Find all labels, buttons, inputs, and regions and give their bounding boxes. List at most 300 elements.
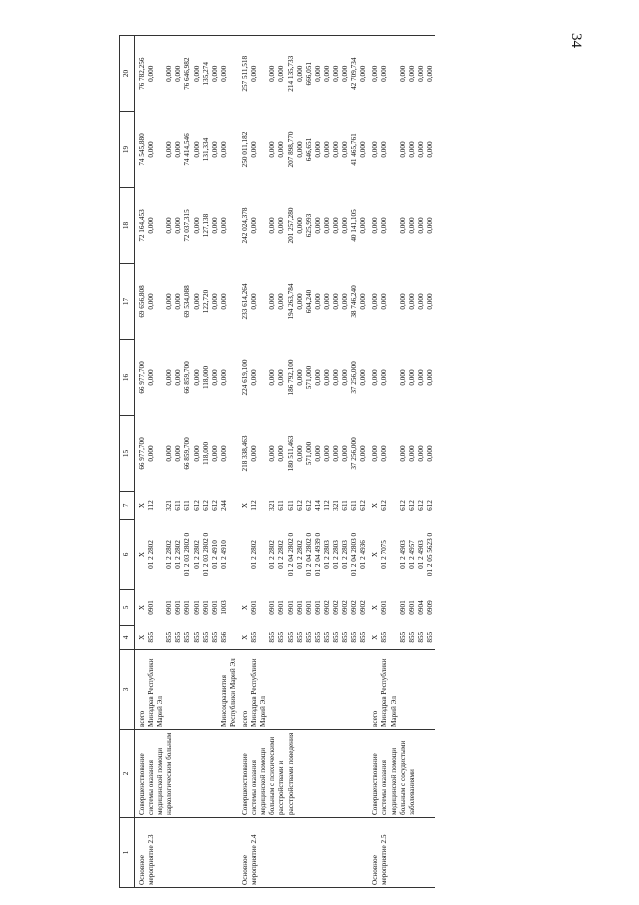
- amount-cell: 0,000: [174, 36, 183, 112]
- target-code-cell: 01 2 4903: [398, 540, 407, 569]
- amount-cell: 0,000: [313, 293, 322, 310]
- amount-cell: 0,000: [192, 293, 201, 310]
- amount-cell: 0,000: [371, 445, 380, 462]
- amount-cell: 0,000: [250, 369, 259, 386]
- amount-cell: 0,000: [250, 36, 268, 112]
- amount-cell: 0,000: [165, 369, 174, 386]
- amount-cell: 0,000: [295, 217, 304, 234]
- amount-cell: 0,000: [359, 217, 368, 234]
- amount-cell: 0,000: [219, 217, 228, 234]
- executor-cell: [350, 650, 359, 730]
- expense-type-cell: 612: [359, 500, 368, 511]
- header-cell: 15: [120, 416, 135, 492]
- expense-type-cell: 612: [380, 500, 389, 511]
- amount-cell: 0,000: [295, 369, 304, 386]
- grbs-code-cell: 855: [183, 626, 192, 650]
- expense-type-cell: 611: [350, 500, 359, 511]
- target-code-cell: 01 2 03 2802 0: [201, 532, 210, 577]
- grbs-code-cell: 855: [380, 626, 398, 650]
- amount-cell: 0,000: [295, 141, 304, 158]
- amount-cell: 0,000: [380, 217, 389, 234]
- amount-cell: 0,000: [268, 445, 277, 462]
- target-code-cell: 01 2 4910: [210, 540, 219, 569]
- amount-cell: 0,000: [165, 445, 174, 462]
- amount-cell: 0,000: [331, 445, 340, 462]
- amount-cell: 0,000: [416, 369, 425, 386]
- amount-cell: 0,000: [147, 293, 156, 310]
- executor-cell: [165, 650, 174, 730]
- amount-cell: 666,051: [305, 36, 314, 112]
- amount-cell: 0,000: [210, 141, 219, 158]
- executor-cell: [305, 650, 314, 730]
- amount-cell: 0,000: [174, 141, 183, 158]
- amount-cell: 0,000: [219, 369, 228, 386]
- section-code-cell: 0901: [407, 600, 416, 615]
- amount-cell: 72 037,315: [183, 209, 192, 242]
- amount-cell: 0,000: [268, 369, 277, 386]
- target-code-cell: 01 2 2803: [331, 540, 340, 569]
- amount-cell: 0,000: [371, 369, 380, 386]
- expense-type-cell: 112: [322, 500, 331, 511]
- expense-type-cell: 612: [210, 500, 219, 511]
- amount-cell: 0,000: [371, 217, 380, 234]
- header-cell: 7: [120, 492, 135, 520]
- amount-cell: 0,000: [250, 293, 259, 310]
- executor-cell: [359, 650, 368, 730]
- executor-cell: [174, 650, 183, 730]
- section-code-cell: 0901: [174, 600, 183, 615]
- amount-cell: 37 256,000: [350, 361, 359, 394]
- amount-cell: 0,000: [211, 36, 220, 112]
- amount-cell: 0,000: [408, 36, 417, 112]
- section-code-cell: 0901: [192, 600, 201, 615]
- amount-cell: 76 646,982: [183, 36, 192, 112]
- expense-type-cell: 612: [425, 500, 434, 511]
- amount-cell: 0,000: [398, 217, 407, 234]
- target-code-cell: 01 2 4910: [219, 540, 228, 569]
- activity-description-cell: Совершенствование системы оказания медицинской помощи наркологическим больным: [135, 730, 239, 818]
- executor-cell: Минздрав Республики Марий Эл: [250, 650, 268, 730]
- section-code-cell: 0902: [331, 600, 340, 615]
- expense-type-cell: 612: [398, 500, 407, 511]
- amount-cell: 0,000: [407, 293, 416, 310]
- amount-cell: 194 263,784: [286, 283, 295, 320]
- executor-cell: [296, 650, 305, 730]
- header-cell: 1: [120, 818, 135, 888]
- amount-cell: 40 141,105: [350, 209, 359, 242]
- target-code-cell: 01 2 2802: [277, 540, 286, 569]
- amount-cell: 42 709,734: [350, 36, 359, 112]
- amount-cell: 41 465,761: [350, 133, 359, 166]
- amount-cell: 66 977,700: [138, 361, 146, 394]
- amount-cell: 135,274: [202, 36, 211, 112]
- amount-cell: 0,000: [220, 36, 238, 112]
- section-code-cell: 0902: [322, 600, 331, 615]
- executor-cell: [314, 650, 323, 730]
- amount-cell: 0,000: [210, 369, 219, 386]
- expense-type-cell: 612: [295, 500, 304, 511]
- amount-cell: 0,000: [295, 293, 304, 310]
- executor-cell: Минсоцразвития Республики Марий Эл: [220, 650, 238, 730]
- amount-cell: 0,000: [219, 445, 228, 462]
- section-code-cell: 0909: [425, 600, 434, 615]
- target-code-cell: 01 2 4903: [416, 540, 425, 569]
- section-code-cell: 0901: [313, 600, 322, 615]
- grbs-code-cell: 855: [250, 626, 268, 650]
- amount-cell: 0,000: [425, 293, 434, 310]
- section-code-cell: 0901: [210, 600, 219, 615]
- grbs-code-cell: Х: [238, 626, 250, 650]
- amount-cell: 625,993: [304, 213, 313, 238]
- amount-cell: 0,000: [416, 445, 425, 462]
- header-cell: 4: [120, 626, 135, 650]
- amount-cell: 118,000: [201, 441, 210, 466]
- amount-cell: 0,000: [313, 369, 322, 386]
- amount-cell: 0,000: [407, 217, 416, 234]
- amount-cell: 0,000: [313, 141, 322, 158]
- activity-description-cell: Совершенствование системы оказания медицинской помощи больным с психическими расстройствами и расстройствами поведения: [238, 730, 368, 818]
- section-code-cell: 0901: [147, 600, 156, 615]
- header-cell: 19: [120, 112, 135, 188]
- amount-cell: 0,000: [407, 369, 416, 386]
- amount-cell: 207 898,770: [286, 131, 295, 168]
- amount-cell: 0,000: [322, 217, 331, 234]
- section-code-cell: 0901: [398, 600, 407, 615]
- amount-cell: 0,000: [277, 217, 286, 234]
- amount-cell: 224 619,100: [241, 359, 250, 396]
- target-code-cell: Х: [371, 551, 380, 558]
- grbs-code-cell: 855: [277, 626, 286, 650]
- target-code-cell: 01 2 2802: [268, 540, 277, 569]
- expense-type-cell: Х: [371, 502, 380, 509]
- amount-cell: 571,000: [304, 441, 313, 466]
- amount-cell: 0,000: [322, 445, 331, 462]
- amount-cell: 0,000: [296, 36, 305, 112]
- amount-cell: 0,000: [323, 36, 332, 112]
- amount-cell: 0,000: [322, 293, 331, 310]
- executor-cell: всего: [135, 650, 148, 730]
- target-code-cell: 01 2 2803: [322, 540, 331, 569]
- amount-cell: 0,000: [341, 293, 350, 310]
- amount-cell: 0,000: [192, 445, 201, 462]
- activity-name-cell: Основное мероприятие 2.5: [368, 818, 435, 888]
- page-number: 34: [568, 33, 584, 48]
- target-code-cell: 01 2 04 4939 0: [313, 532, 322, 577]
- amount-cell: 0,000: [359, 141, 368, 158]
- amount-cell: 76 782,256: [135, 36, 148, 112]
- amount-cell: 0,000: [277, 36, 286, 112]
- grbs-code-cell: 855: [305, 626, 314, 650]
- target-code-cell: 01 2 04 2802 0: [286, 532, 295, 577]
- table-header-row: [120, 36, 135, 888]
- amount-cell: 131,334: [201, 137, 210, 162]
- amount-cell: 0,000: [147, 217, 156, 234]
- amount-cell: 0,000: [147, 36, 165, 112]
- amount-cell: 0,000: [398, 445, 407, 462]
- amount-cell: 0,000: [277, 369, 286, 386]
- target-code-cell: 01 2 4957: [407, 540, 416, 569]
- amount-cell: 0,000: [313, 445, 322, 462]
- executor-cell: [408, 650, 417, 730]
- grbs-code-cell: 855: [296, 626, 305, 650]
- amount-cell: 0,000: [398, 369, 407, 386]
- amount-cell: 0,000: [268, 36, 277, 112]
- grbs-code-cell: 855: [350, 626, 359, 650]
- amount-cell: 0,000: [331, 217, 340, 234]
- amount-cell: 0,000: [371, 141, 380, 158]
- amount-cell: 0,000: [192, 217, 201, 234]
- amount-cell: 0,000: [250, 445, 259, 462]
- section-code-cell: Х: [371, 604, 380, 611]
- activity-name-cell: Основное мероприятие 2.3: [135, 818, 239, 888]
- expense-type-cell: 611: [183, 500, 192, 511]
- header-cell: 2: [120, 730, 135, 818]
- header-cell: 20: [120, 36, 135, 112]
- grbs-code-cell: 855: [417, 626, 426, 650]
- target-code-cell: 01 2 4936: [359, 540, 368, 569]
- amount-cell: 66 977,700: [138, 437, 146, 470]
- target-code-cell: 01 2 7075: [380, 540, 389, 569]
- amount-cell: 74 414,546: [183, 133, 192, 166]
- section-code-cell: 0902: [341, 600, 350, 615]
- amount-cell: 0,000: [368, 36, 380, 112]
- amount-cell: 0,000: [147, 369, 156, 386]
- amount-cell: 0,000: [407, 141, 416, 158]
- executor-cell: Минздрав Республики Марий Эл: [147, 650, 165, 730]
- amount-cell: 69 656,808: [138, 285, 146, 318]
- grbs-code-cell: 855: [193, 626, 202, 650]
- amount-cell: 0,000: [407, 445, 416, 462]
- amount-cell: 0,000: [268, 141, 277, 158]
- amount-cell: 118,000: [201, 365, 210, 390]
- amount-cell: 37 256,000: [350, 437, 359, 470]
- expense-type-cell: 611: [286, 500, 295, 511]
- amount-cell: 0,000: [165, 141, 174, 158]
- amount-cell: 0,000: [380, 369, 389, 386]
- amount-cell: 0,000: [250, 217, 259, 234]
- amount-cell: 218 338,463: [241, 435, 250, 472]
- table-row: [238, 36, 250, 888]
- amount-cell: 0,000: [193, 36, 202, 112]
- expense-type-cell: 321: [268, 500, 277, 511]
- amount-cell: 0,000: [425, 369, 434, 386]
- executor-cell: [277, 650, 286, 730]
- grbs-code-cell: 855: [211, 626, 220, 650]
- grbs-code-cell: 855: [399, 626, 408, 650]
- amount-cell: 0,000: [268, 293, 277, 310]
- grbs-code-cell: 855: [323, 626, 332, 650]
- section-code-cell: Х: [138, 604, 146, 611]
- header-cell: 3: [120, 650, 135, 730]
- amount-cell: 0,000: [314, 36, 323, 112]
- amount-cell: 0,000: [192, 141, 201, 158]
- budget-table: [119, 35, 435, 888]
- section-code-cell: 0901: [183, 600, 192, 615]
- amount-cell: 646,651: [304, 137, 313, 162]
- grbs-code-cell: 855: [341, 626, 350, 650]
- expense-type-cell: 321: [165, 500, 174, 511]
- amount-cell: 0,000: [277, 293, 286, 310]
- grbs-code-cell: 856: [220, 626, 238, 650]
- section-code-cell: 0901: [304, 600, 313, 615]
- target-code-cell: 01 2 2802: [250, 540, 259, 569]
- amount-cell: 0,000: [416, 141, 425, 158]
- expense-type-cell: Х: [241, 502, 250, 509]
- expense-type-cell: 112: [147, 500, 156, 511]
- section-code-cell: 0901: [201, 600, 210, 615]
- amount-cell: 0,000: [322, 369, 331, 386]
- amount-cell: 0,000: [359, 445, 368, 462]
- grbs-code-cell: 855: [174, 626, 183, 650]
- amount-cell: 186 792,100: [286, 359, 295, 396]
- amount-cell: 0,000: [147, 141, 156, 158]
- grbs-code-cell: 855: [408, 626, 417, 650]
- amount-cell: 180 511,463: [286, 435, 295, 472]
- target-code-cell: 01 2 04 2803 0: [350, 532, 359, 577]
- amount-cell: 0,000: [380, 445, 389, 462]
- amount-cell: 0,000: [331, 293, 340, 310]
- amount-cell: 0,000: [416, 217, 425, 234]
- amount-cell: 0,000: [165, 36, 174, 112]
- amount-cell: 214 135,733: [287, 36, 296, 112]
- amount-cell: 0,000: [277, 445, 286, 462]
- amount-cell: 0,000: [174, 217, 183, 234]
- table-body: [135, 36, 436, 888]
- expense-type-cell: 611: [174, 500, 183, 511]
- amount-cell: 0,000: [174, 293, 183, 310]
- expense-type-cell: Х: [138, 502, 146, 509]
- amount-cell: 0,000: [313, 217, 322, 234]
- amount-cell: 571,000: [304, 365, 313, 390]
- target-code-cell: 01 2 2803: [341, 540, 350, 569]
- amount-cell: 604,240: [304, 289, 313, 314]
- grbs-code-cell: 855: [359, 626, 368, 650]
- section-code-cell: 1003: [219, 600, 228, 615]
- section-code-cell: 0901: [268, 600, 277, 615]
- executor-cell: [193, 650, 202, 730]
- amount-cell: 72 164,453: [138, 209, 146, 242]
- amount-cell: 0,000: [174, 369, 183, 386]
- amount-cell: 242 024,378: [241, 207, 250, 244]
- amount-cell: 0,000: [426, 36, 435, 112]
- amount-cell: 0,000: [399, 36, 408, 112]
- amount-cell: 0,000: [359, 369, 368, 386]
- amount-cell: 0,000: [341, 141, 350, 158]
- amount-cell: 66 859,700: [183, 361, 192, 394]
- table-row: [135, 36, 148, 888]
- grbs-code-cell: 855: [426, 626, 435, 650]
- target-code-cell: 01 2 2802: [147, 540, 156, 569]
- amount-cell: 66 859,700: [183, 437, 192, 470]
- amount-cell: 0,000: [165, 217, 174, 234]
- amount-cell: 0,000: [380, 293, 389, 310]
- executor-cell: [183, 650, 192, 730]
- amount-cell: 0,000: [210, 293, 219, 310]
- amount-cell: 0,000: [416, 293, 425, 310]
- target-code-cell: Х: [138, 551, 146, 558]
- target-code-cell: 01 2 2802: [165, 540, 174, 569]
- section-code-cell: 0901: [286, 600, 295, 615]
- target-code-cell: 01 2 2802: [295, 540, 304, 569]
- grbs-code-cell: 855: [287, 626, 296, 650]
- executor-cell: [417, 650, 426, 730]
- amount-cell: 0,000: [359, 293, 368, 310]
- expense-type-cell: 244: [219, 500, 228, 511]
- grbs-code-cell: 855: [268, 626, 277, 650]
- expense-type-cell: 414: [313, 500, 322, 511]
- section-code-cell: 0902: [359, 600, 368, 615]
- amount-cell: 74 545,880: [138, 133, 146, 166]
- target-code-cell: [238, 520, 250, 590]
- expense-type-cell: 612: [416, 500, 425, 511]
- section-code-cell: 0901: [380, 600, 389, 615]
- amount-cell: 0,000: [250, 141, 259, 158]
- amount-cell: 0,000: [295, 445, 304, 462]
- amount-cell: 0,000: [425, 217, 434, 234]
- amount-cell: 0,000: [147, 445, 156, 462]
- executor-cell: [399, 650, 408, 730]
- header-cell: 18: [120, 188, 135, 264]
- target-code-cell: 01 2 04 2802 0: [304, 532, 313, 577]
- amount-cell: 0,000: [341, 217, 350, 234]
- grbs-code-cell: Х: [135, 626, 148, 650]
- amount-cell: 0,000: [192, 369, 201, 386]
- amount-cell: 127,138: [201, 213, 210, 238]
- grbs-code-cell: Х: [368, 626, 380, 650]
- amount-cell: 0,000: [219, 141, 228, 158]
- amount-cell: 0,000: [165, 293, 174, 310]
- amount-cell: 0,000: [174, 445, 183, 462]
- amount-cell: 0,000: [341, 369, 350, 386]
- expense-type-cell: 611: [341, 500, 350, 511]
- amount-cell: 69 534,088: [183, 285, 192, 318]
- section-code-cell: 0904: [416, 600, 425, 615]
- target-code-cell: 01 2 2802: [174, 540, 183, 569]
- table-row: [368, 36, 380, 888]
- amount-cell: 0,000: [268, 217, 277, 234]
- amount-cell: 0,000: [322, 141, 331, 158]
- expense-type-cell: 611: [277, 500, 286, 511]
- amount-cell: 0,000: [371, 293, 380, 310]
- amount-cell: 0,000: [380, 141, 389, 158]
- amount-cell: 0,000: [341, 36, 350, 112]
- section-code-cell: 0901: [165, 600, 174, 615]
- amount-cell: 0,000: [417, 36, 426, 112]
- header-cell: 17: [120, 264, 135, 340]
- grbs-code-cell: 855: [147, 626, 165, 650]
- amount-cell: 0,000: [380, 36, 398, 112]
- amount-cell: 0,000: [277, 141, 286, 158]
- section-code-cell: 0901: [250, 600, 259, 615]
- section-code-cell: Х: [241, 604, 250, 611]
- amount-cell: 0,000: [398, 293, 407, 310]
- expense-type-cell: 321: [331, 500, 340, 511]
- executor-cell: [332, 650, 341, 730]
- grbs-code-cell: 855: [332, 626, 341, 650]
- target-code-cell: 01 2 2802: [192, 540, 201, 569]
- rotated-table-wrapper: [119, 38, 529, 888]
- grbs-code-cell: 855: [165, 626, 174, 650]
- amount-cell: 0,000: [331, 141, 340, 158]
- amount-cell: 250 011,182: [241, 131, 250, 168]
- section-code-cell: 0901: [277, 600, 286, 615]
- section-code-cell: 0902: [350, 600, 359, 615]
- executor-cell: [268, 650, 277, 730]
- amount-cell: 38 746,240: [350, 285, 359, 318]
- activity-description-cell: Совершенствование системы оказания медицинской помощи больным с сосудистыми заболеваниями: [368, 730, 435, 818]
- amount-cell: 122,720: [201, 289, 210, 314]
- target-code-cell: 01 2 05 5623 0: [425, 532, 434, 577]
